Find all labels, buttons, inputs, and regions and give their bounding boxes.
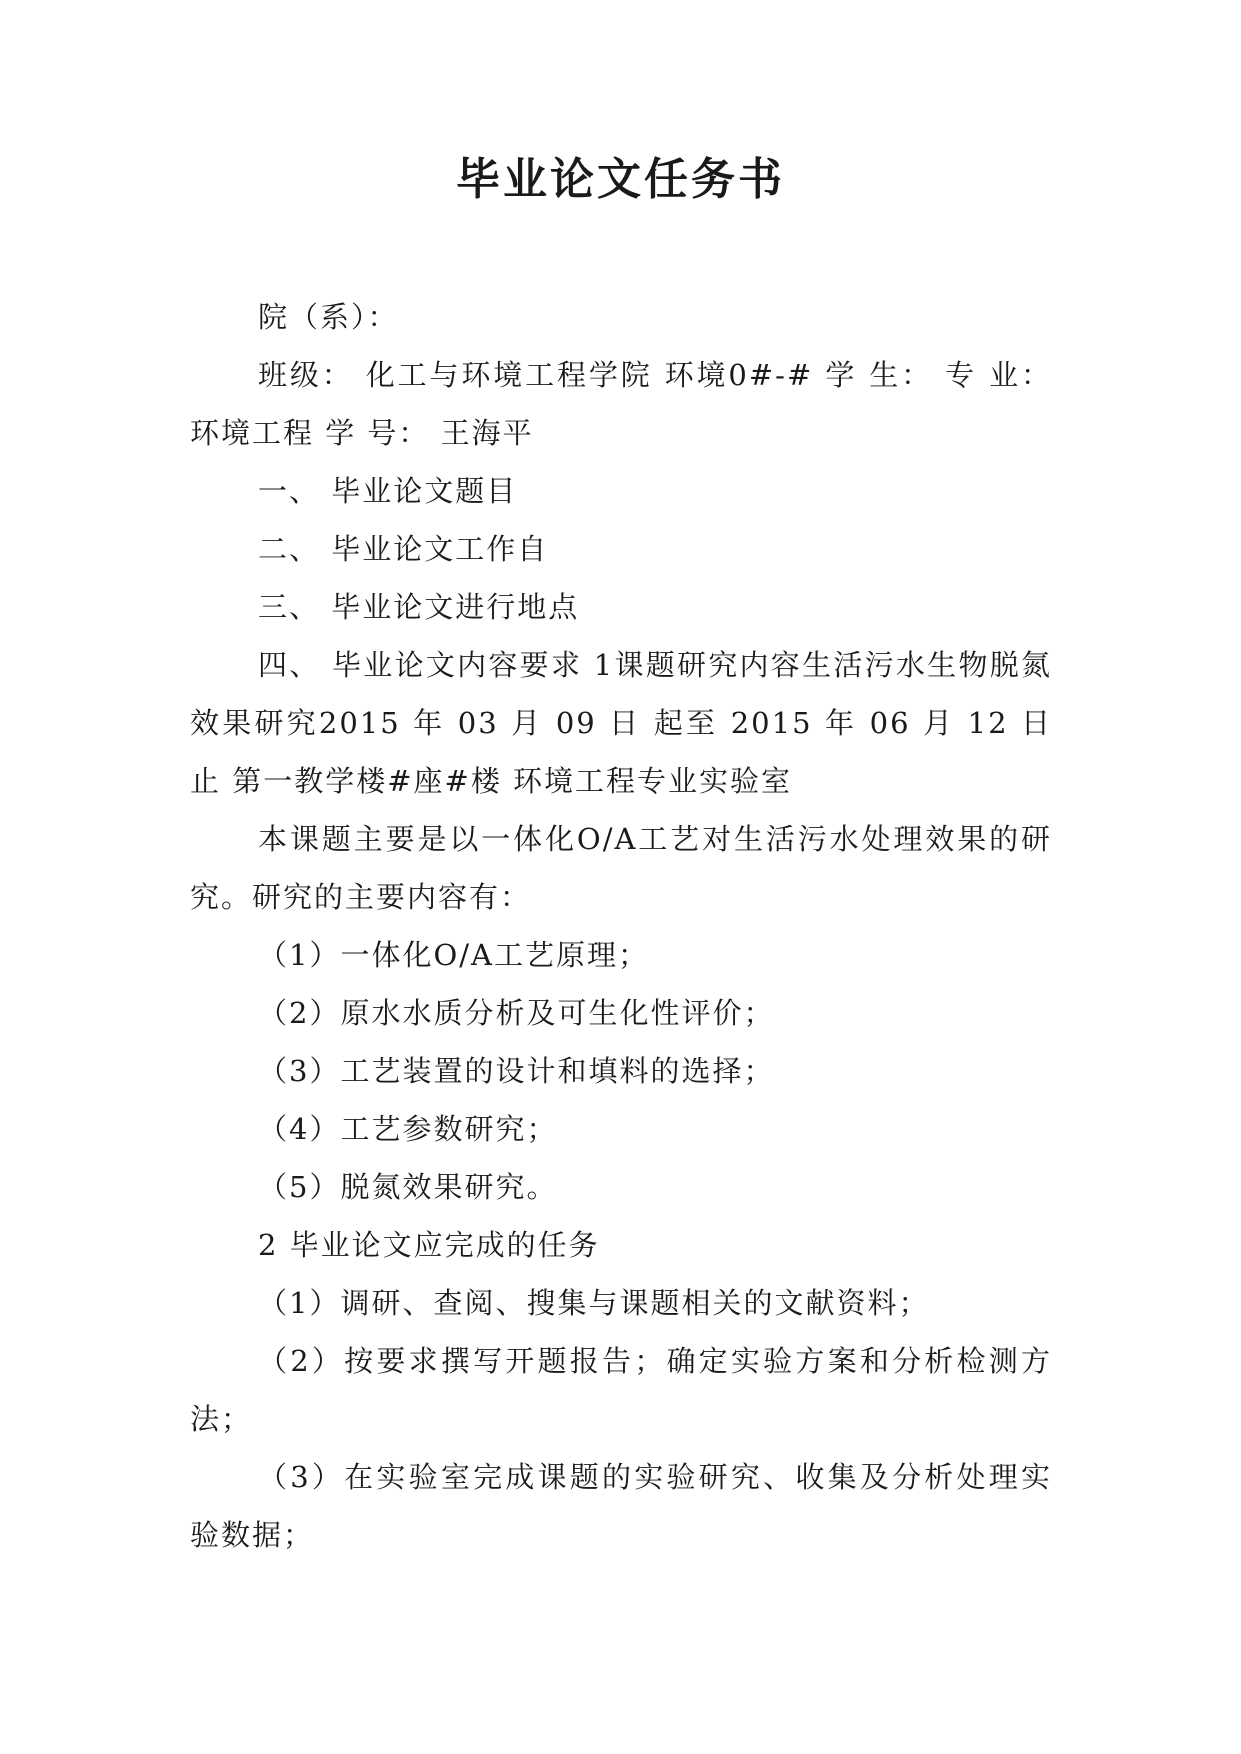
content-item-2: （2）原水水质分析及可生化性评价； [258, 996, 775, 1030]
task-item-3: （3）在实验室完成课题的实验研究、收集及分析处理实验数据； [190, 1460, 1052, 1552]
document-title: 毕业论文任务书 [456, 154, 785, 205]
content-item-4: （4）工艺参数研究； [258, 1112, 558, 1146]
document-body [190, 288, 1052, 1564]
task-item-2: （2）按要求撰写开题报告；确定实验方案和分析检测方法； [190, 1344, 1052, 1436]
section-thesis-title: 一、 毕业论文题目 [258, 474, 518, 508]
class-student-line: 班级： 化工与环境工程学院 环境0#-# 学 生： 专 业：环境工程 学 号： 王海平 [190, 358, 1052, 450]
task-item-1: （1）调研、查阅、搜集与课题相关的文献资料； [258, 1286, 930, 1320]
section-thesis-period: 二、 毕业论文工作自 [258, 532, 549, 566]
research-summary: 本课题主要是以一体化O/A工艺对生活污水处理效果的研究。研究的主要内容有： [190, 822, 1052, 914]
section-thesis-requirements: 四、 毕业论文内容要求 1课题研究内容生活污水生物脱氮效果研究2015 年 03 月 09 日 起至 2015 年 06 月 12 日止 第一教学楼#座#楼 环境工程专业实验室 [190, 648, 1052, 798]
tasks-heading: 2 毕业论文应完成的任务 [258, 1228, 600, 1262]
department-line: 院（系）： [258, 300, 399, 334]
content-item-5: （5）脱氮效果研究。 [258, 1170, 558, 1204]
content-item-1: （1）一体化O/A工艺原理； [258, 938, 649, 972]
content-item-3: （3）工艺装置的设计和填料的选择； [258, 1054, 775, 1088]
section-thesis-location: 三、 毕业论文进行地点 [258, 590, 580, 624]
